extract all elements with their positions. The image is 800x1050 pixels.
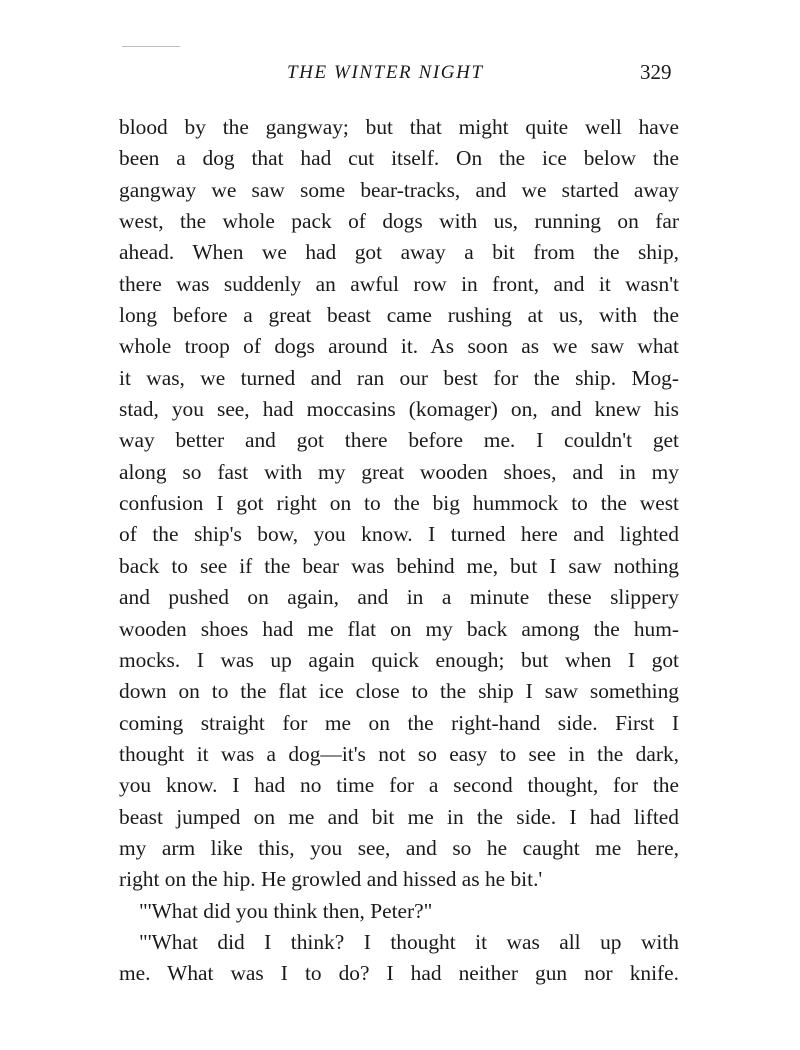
text-line: blood by the gangway; but that might quite well have xyxy=(119,115,679,139)
running-title: THE WINTER NIGHT xyxy=(287,62,484,83)
text-line: ahead. When we had got away a bit from the ship, xyxy=(119,240,679,265)
paragraph-end-line: right on the hip. He growled and hissed as he bit.' xyxy=(119,867,543,892)
text-line: mocks. I was up again quick enough; but when I got xyxy=(119,647,679,672)
text-line: way better and got there before me. I couldn't get xyxy=(119,428,679,453)
text-line: it was, we turned and ran our best for the ship. Mog- xyxy=(119,365,679,390)
dialogue-line: "'What did I think? I thought it was all up with xyxy=(139,929,679,954)
text-line: coming straight for me on the right-hand side. First I xyxy=(119,710,679,735)
corner-rule xyxy=(122,46,180,47)
running-head xyxy=(0,60,800,90)
text-line: my arm like this, you see, and so he caught me here, xyxy=(119,835,679,860)
body-text xyxy=(119,112,679,990)
text-line: back to see if the bear was behind me, but I saw nothing xyxy=(119,553,679,578)
text-line: and pushed on again, and in a minute these slippery xyxy=(119,585,679,610)
text-line: confusion I got right on to the big hummock to the west xyxy=(119,491,679,516)
text-line: wooden shoes had me flat on my back among the hum- xyxy=(119,616,679,641)
text-line: long before a great beast came rushing at us, with the xyxy=(119,303,679,328)
text-line: along so fast with my great wooden shoes, and in my xyxy=(119,459,679,484)
page-number: 329 xyxy=(640,60,672,84)
text-line: been a dog that had cut itself. On the ice below the xyxy=(119,146,679,171)
text-line: me. What was I to do? I had neither gun nor knife. xyxy=(119,961,679,986)
text-line: down on to the flat ice close to the ship I saw something xyxy=(119,679,679,704)
text-line: there was suddenly an awful row in front, and it wasn't xyxy=(119,271,679,296)
text-line: west, the whole pack of dogs with us, running on far xyxy=(119,209,679,234)
dialogue-line: "'What did you think then, Peter?" xyxy=(139,898,433,923)
text-line: of the ship's bow, you know. I turned here and lighted xyxy=(119,522,679,547)
text-line: beast jumped on me and bit me in the side. I had lifted xyxy=(119,804,679,829)
text-line: gangway we saw some bear-tracks, and we started away xyxy=(119,177,679,202)
text-line: you know. I had no time for a second thought, for the xyxy=(119,773,679,798)
text-line: stad, you see, had moccasins (komager) on, and knew his xyxy=(119,397,679,422)
text-line: whole troop of dogs around it. As soon as we saw what xyxy=(119,334,679,359)
text-line: thought it was a dog—it's not so easy to see in the dark, xyxy=(119,741,679,766)
